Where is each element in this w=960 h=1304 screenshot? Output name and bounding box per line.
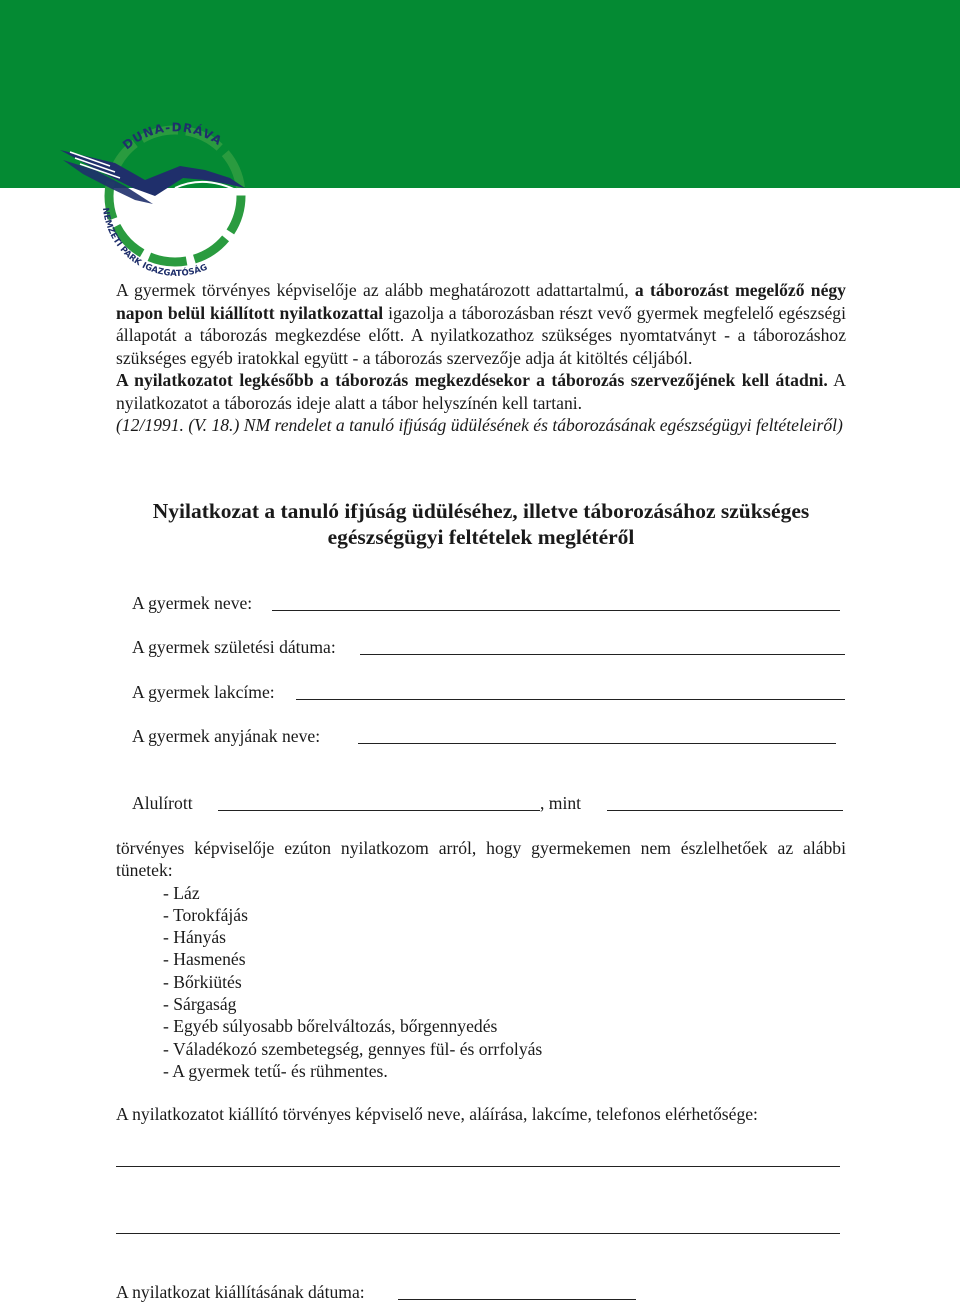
- list-item: - Sárgaság: [163, 994, 237, 1015]
- list-item: - Hasmenés: [163, 949, 246, 970]
- list-item: - Láz: [163, 882, 200, 903]
- undersigned-mint: , mint: [540, 793, 582, 813]
- declaration-section: [116, 837, 846, 1082]
- child-name-blank[interactable]: [272, 610, 840, 611]
- child-birth-blank[interactable]: [360, 654, 845, 655]
- intro-regulation: (12/1991. (V. 18.) NM rendelet a tanuló ifjúság üdülésének és táborozásának egészségügyi feltételeiről): [116, 415, 843, 435]
- title-line-1: Nyilatkozat a tanuló ifjúság üdüléséhez, illetve táborozásához szükséges: [152, 499, 810, 523]
- intro-section: [116, 279, 846, 437]
- svg-text:NEMZETI PARK IGAZGATÓSÁG: [100, 207, 209, 279]
- signer-label: A nyilatkozatot kiállító törvényes képviselő neve, aláírása, lakcíme, telefonos elérhetősége:: [116, 1104, 758, 1124]
- signer-blank-1[interactable]: [116, 1166, 840, 1167]
- list-item: - Egyéb súlyosabb bőrelváltozás, bőrgennyedés: [163, 1016, 498, 1037]
- intro-paragraph-2: [116, 369, 846, 414]
- logo-bottom-text: NEMZETI PARK IGAZGATÓSÁG: [99, 207, 209, 279]
- undersigned-name-blank[interactable]: [218, 810, 540, 811]
- signer-blank-2[interactable]: [116, 1233, 840, 1234]
- date-label: A nyilatkozat kiállításának dátuma:: [116, 1282, 365, 1302]
- logo-top-text: DUNA-DRÁVA: [120, 120, 225, 153]
- list-item: - Torokfájás: [163, 904, 248, 925]
- undersigned-label: Alulírott: [132, 793, 193, 813]
- intro-text-3: A nyilatkozatot a táborozás ideje alatt a tábor helyszínén kell tartani.: [116, 370, 846, 413]
- list-item: - Bőrkiütés: [163, 971, 242, 992]
- child-birth-label: A gyermek születési dátuma:: [132, 637, 336, 657]
- child-address-blank[interactable]: [296, 699, 845, 700]
- intro-paragraph-1: [116, 279, 846, 369]
- document-title: [116, 498, 846, 550]
- duna-drava-logo: [55, 108, 255, 298]
- list-item: - Váladékozó szembetegség, gennyes fül- és orrfolyás: [163, 1038, 543, 1059]
- child-address-label: A gyermek lakcíme:: [132, 682, 275, 702]
- list-item: - A gyermek tetű- és rühmentes.: [163, 1060, 388, 1081]
- intro-text-2: igazolja a táborozásban részt vevő gyermek megfelelő egészségi állapotát a táborozás megkezdése előtt. A nyilatkozathoz szükséges nyomtatványt - a táborozáshoz szükséges egyéb iratokkal együtt - a táborozás szervezője adja át kitöltés céljából.: [116, 302, 846, 368]
- bird-logo-icon: [60, 150, 245, 204]
- child-name-label: A gyermek neve:: [132, 593, 253, 613]
- declaration-text: törvényes képviselője ezúton nyilatkozom arról, hogy gyermekemen nem észlelhetőek az alábbi tünetek:: [116, 838, 846, 881]
- intro-text-1: A gyermek törvényes képviselője az alább meghatározott adattartalmú,: [116, 280, 635, 300]
- intro-bold-2: A nyilatkozatot legkésőbb a táborozás megkezdésekor a táborozás szervezőjének kell átadni.: [116, 370, 828, 390]
- list-item: - Hányás: [163, 927, 227, 948]
- intro-bold-1: a táborozást megelőző négy napon belül kiállított nyilatkozattal: [116, 280, 846, 323]
- child-birth-field: [132, 637, 336, 658]
- child-mother-label: A gyermek anyjának neve:: [132, 726, 321, 746]
- undersigned-relation-blank[interactable]: [607, 810, 843, 811]
- child-mother-field: [132, 726, 320, 747]
- child-mother-blank[interactable]: [358, 743, 836, 744]
- child-address-field: [132, 682, 275, 703]
- title-line-2: egészségügyi feltételek meglétéről: [327, 525, 635, 549]
- date-blank[interactable]: [398, 1299, 636, 1300]
- symptom-list: [116, 882, 846, 1083]
- child-name-field: [132, 593, 252, 614]
